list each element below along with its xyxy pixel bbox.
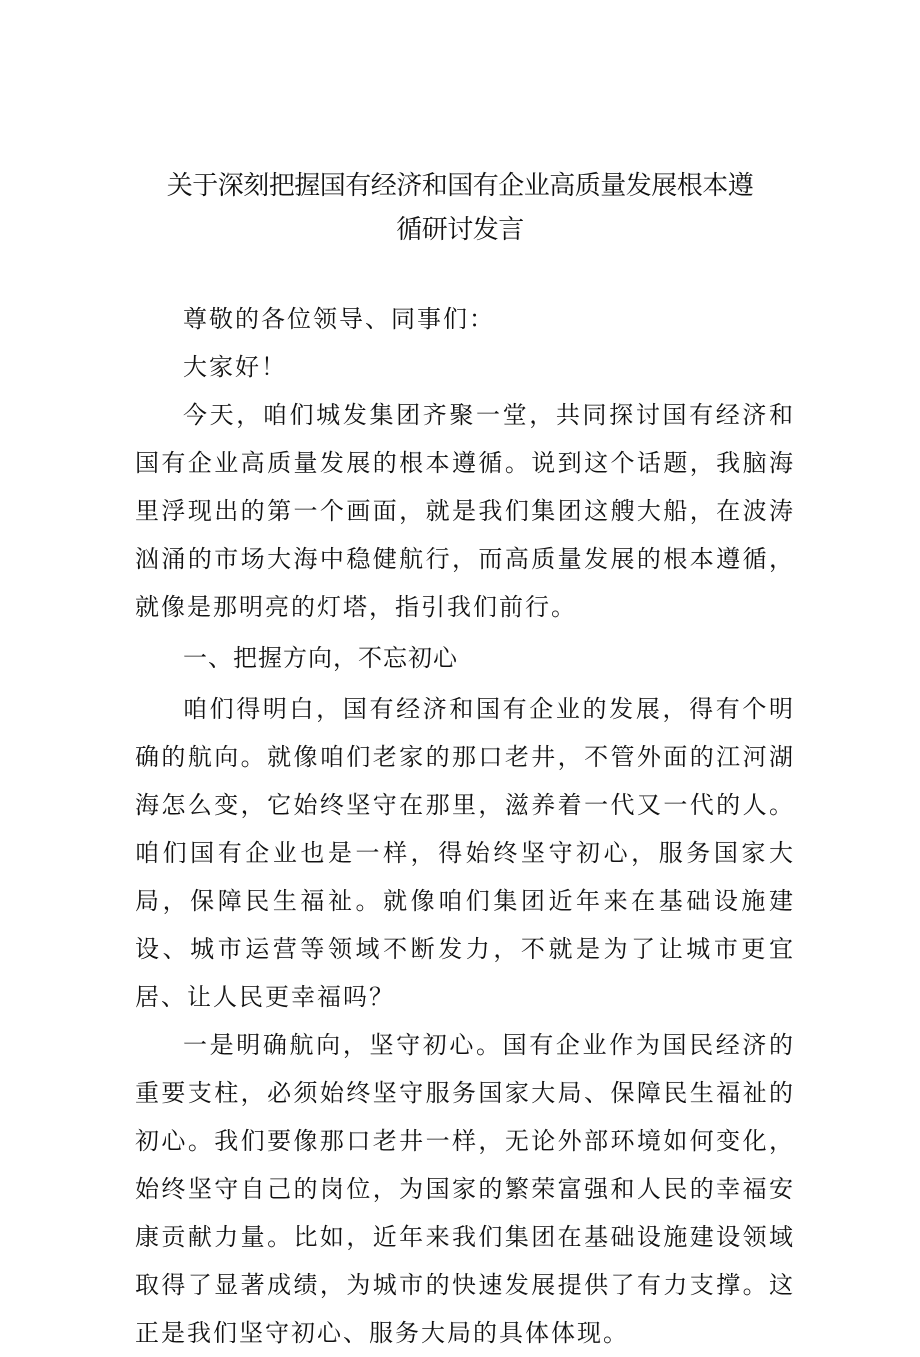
greeting: 大家好！ (183, 353, 287, 381)
section-heading-1: 一、把握方向，不忘初心 (183, 644, 458, 672)
section1-paragraph-1: 咱们得明白，国有经济和国有企业的发展，得有个明确的航向。就像咱们老家的那口老井，不管外面的江河湖海怎么变，它始终坚守在那里，滋养着一代又一代的人。咱们国有企业也是一样，得始终坚守初心，服务国家大局，保障民生福祉。就像咱们集团近年来在基础设施建设、城市运营等领域不断发力，不就是为了让城市更宜居、让人民更幸福吗？ (135, 695, 795, 1011)
intro-paragraph: 今天，咱们城发集团齐聚一堂，共同探讨国有经济和国有企业高质量发展的根本遵循。说到这个话题，我脑海里浮现出的第一个画面，就是我们集团这艘大船，在波涛汹涌的市场大海中稳健航行，而高质量发展的根本遵循，就像是那明亮的灯塔，指引我们前行。 (135, 401, 795, 621)
document-body (135, 295, 795, 1357)
document-title-line-2: 循研讨发言 (396, 215, 524, 245)
salutation: 尊敬的各位领导、同事们： (183, 305, 495, 333)
document-title-line-1: 关于深刻把握国有经济和国有企业高质量发展根本遵 (166, 171, 754, 201)
section1-paragraph-2: 一是明确航向，坚守初心。国有企业作为国民经济的重要支柱，必须始终坚守服务国家大局、保障民生福祉的初心。我们要像那口老井一样，无论外部环境如何变化，始终坚守自己的岗位，为国家的繁荣富强和人民的幸福安康贡献力量。比如，近年来我们集团在基础设施建设领域取得了显著成绩，为城市的快速发展提供了有力支撑。这正是我们坚守初心、服务大局的具体体现。 (135, 1031, 795, 1347)
